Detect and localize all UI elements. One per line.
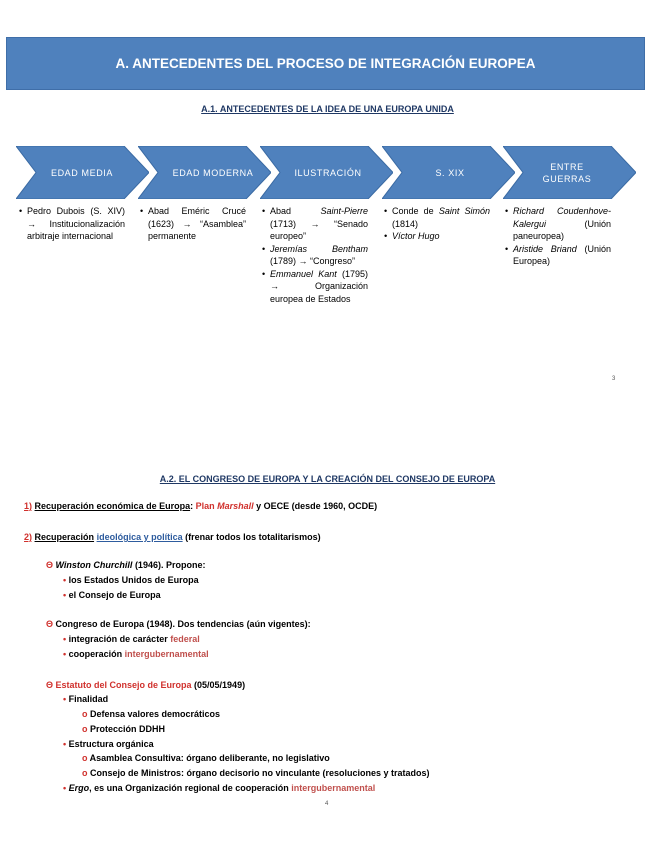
list-item: • Pedro Dubois (S. XIV) → Institucionalización arbitraje internacional bbox=[19, 205, 125, 243]
period-arrow bbox=[382, 146, 515, 199]
period-arrow bbox=[16, 146, 149, 199]
list-item: • Finalidad bbox=[63, 694, 108, 704]
list-item: • Víctor Hugo bbox=[384, 230, 490, 243]
slide-title-text: A. ANTECEDENTES DEL PROCESO DE INTEGRACIÓN EUROPEA bbox=[115, 56, 536, 71]
list-item: • los Estados Unidos de Europa bbox=[63, 575, 199, 585]
column-edad-moderna bbox=[140, 205, 246, 243]
page-number: 4 bbox=[325, 801, 329, 807]
column-ilustracion bbox=[262, 205, 368, 305]
list-item: • Estructura orgánica bbox=[63, 739, 154, 749]
column-edad-media bbox=[19, 205, 125, 243]
period-label: EDAD MODERNA bbox=[172, 167, 254, 178]
period-label: ENTRE GUERRAS bbox=[542, 161, 592, 184]
period-label: EDAD MEDIA bbox=[50, 167, 113, 178]
column-entre-guerras bbox=[505, 205, 611, 268]
slide-title bbox=[6, 37, 645, 90]
list-item: • integración de carácter federal bbox=[63, 634, 200, 644]
period-arrow bbox=[503, 146, 636, 199]
list-item: • Abad Saint-Pierre (1713) → “Senado europeo” bbox=[262, 205, 368, 243]
list-item: • Conde de Saint Simón (1814) bbox=[384, 205, 490, 230]
list-item: o Protección DDHH bbox=[82, 724, 165, 734]
churchill-item: Θ Winston Churchill (1946). Propone: bbox=[46, 560, 205, 570]
list-item: o Defensa valores democráticos bbox=[82, 709, 220, 719]
period-label: S. XIX bbox=[435, 167, 465, 178]
list-item: • el Consejo de Europa bbox=[63, 590, 161, 600]
point-1: 1) Recuperación económica de Europa: Plan Marshall y OECE (desde 1960, OCDE) bbox=[24, 501, 378, 511]
subtitle-a2: A.2. EL CONGRESO DE EUROPA Y LA CREACIÓN DEL CONSEJO DE EUROPA bbox=[159, 474, 496, 484]
page-number: 3 bbox=[612, 376, 616, 382]
subtitle-a1: A.1. ANTECEDENTES DE LA IDEA DE UNA EUROPA UNIDA bbox=[201, 104, 454, 114]
period-arrow bbox=[260, 146, 393, 199]
list-item: • Aristide Briand (Unión Europea) bbox=[505, 243, 611, 268]
list-item: • cooperación intergubernamental bbox=[63, 649, 209, 659]
point-2: 2) Recuperación ideológica y política (frenar todos los totalitarismos) bbox=[24, 532, 321, 542]
congreso-item: Θ Congreso de Europa (1948). Dos tendencias (aún vigentes): bbox=[46, 619, 311, 629]
list-item: • Abad Eméric Crucé (1623) → “Asamblea” permanente bbox=[140, 205, 246, 243]
list-item: o Consejo de Ministros: órgano decisorio no vinculante (resoluciones y tratados) bbox=[82, 768, 430, 778]
period-label: ILUSTRACIÓN bbox=[294, 167, 362, 178]
list-item: • Jeremías Bentham (1789) → “Congreso” bbox=[262, 243, 368, 268]
estatuto-item: Θ Estatuto del Consejo de Europa (05/05/1949) bbox=[46, 680, 245, 690]
period-arrow bbox=[138, 146, 271, 199]
list-item: • Emmanuel Kant (1795) → Organización europea de Estados bbox=[262, 268, 368, 306]
list-item: • Ergo, es una Organización regional de cooperación intergubernamental bbox=[63, 783, 375, 793]
column-s-xix bbox=[384, 205, 490, 243]
list-item: • Richard Coudenhove-Kalergui (Unión paneuropea) bbox=[505, 205, 611, 243]
list-item: o Asamblea Consultiva: órgano deliberante, no legislativo bbox=[82, 753, 330, 763]
